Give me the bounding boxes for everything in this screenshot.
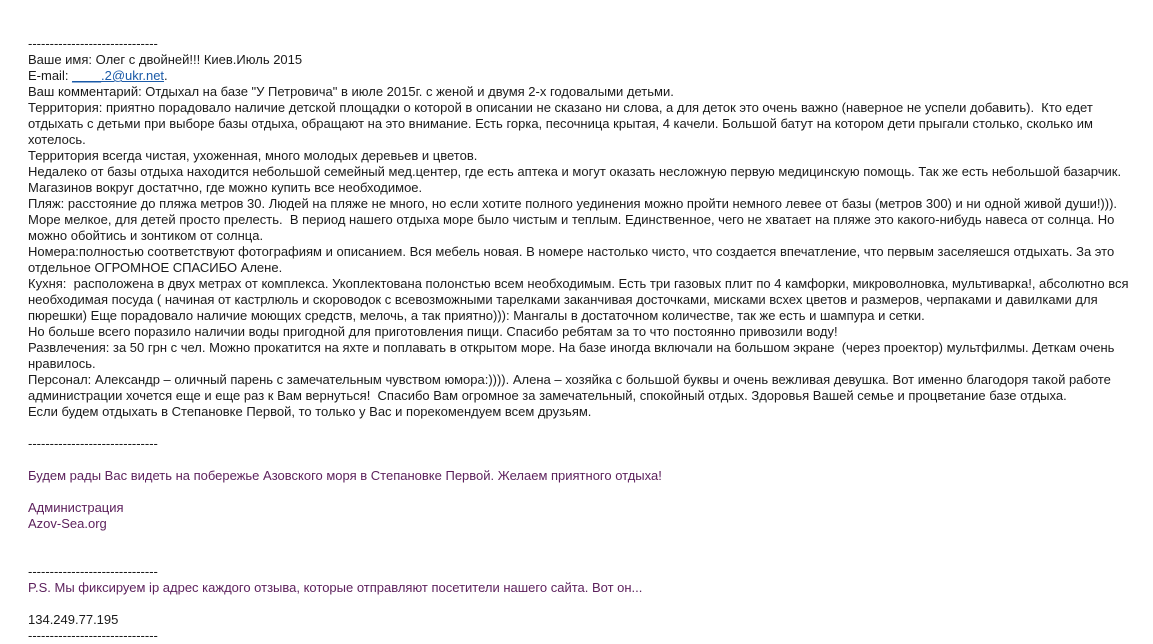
email-link[interactable]: ____.2@ukr.net <box>72 68 165 83</box>
spacer <box>28 452 1136 468</box>
comment-line: Территория всегда чистая, ухоженная, много молодых деревьев и цветов. <box>28 148 478 163</box>
separator: ------------------------------ <box>28 628 158 643</box>
comment-line: Ваш комментарий: Отдыхал на базе "У Петровича" в июле 2015г. с женой и двумя 2-х годовалыми детьми. <box>28 84 674 99</box>
email-after: . <box>164 68 168 83</box>
spacer <box>28 484 1136 500</box>
separator: ------------------------------ <box>28 564 158 579</box>
comment-line: Море мелкое, для детей просто прелесть. В период нашего отдыха море было чистым и теплым. Единственное, чего не хватает на пляже это какого-нибудь навеса от солнца. Но можно обойтись и зонтиком от солнца. <box>28 212 1119 243</box>
separator: ------------------------------ <box>28 36 158 51</box>
ps-note: P.S. Мы фиксируем ip адрес каждого отзыва, которые отправляют посетители нашего сайта. Вот он... <box>28 580 643 595</box>
comment-line: Номера:полностью соответствуют фотографиям и описанием. Вся мебель новая. В номере настолько чисто, что создается впечатление, что первым заселяешся отдыхать. За это отдельное ОГРОМНОЕ СПАСИБО Алене. <box>28 244 1118 275</box>
email-line <box>28 68 1136 84</box>
comment-line: Магазинов вокруг достатчно, где можно купить все необходимое. <box>28 180 423 195</box>
admin-signature: Администрация <box>28 500 124 515</box>
reviewer-name: Ваше имя: Олег с двойней!!! Киев.Июль 2015 <box>28 52 303 67</box>
spacer <box>28 420 1136 436</box>
spacer <box>28 548 1136 564</box>
comment-line: Недалеко от базы отдыха находится небольшой семейный мед.центер, где есть аптека и могут оказать несложную первую медицинскую помощь. Так же есть небольшой базарчик. <box>28 164 1122 179</box>
admin-site: Azov-Sea.org <box>28 516 107 531</box>
comment-line: Развлечения: за 50 грн с чел. Можно прокатится на яхте и поплавать в открытом море. На базе иногда включали на большом экране (через проектор) мультфилмы. Деткам очень нравилось. <box>28 340 1119 371</box>
email-label: E-mail: <box>28 68 73 83</box>
spacer <box>28 532 1136 548</box>
comment-text <box>28 84 1136 420</box>
separator: ------------------------------ <box>28 436 158 451</box>
comment-line: Если будем отдыхать в Степановке Первой, то только у Вас и порекомендуем всем друзьям. <box>28 404 592 419</box>
comment-line: Но больше всего поразило наличии воды пригодной для приготовления пищи. Спасибо ребятам за то что постоянно привозили воду! <box>28 324 838 339</box>
admin-reply: Будем рады Вас видеть на побережье Азовского моря в Степановке Первой. Желаем приятного отдыха! <box>28 468 662 483</box>
comment-line: Территория: приятно порадовало наличие детской площадки о которой в описании не сказано ни слова, а для деток это очень важно (наверное не успели добавить). Кто едет отдыхать с детьми при выборе базы отдыха, обращают на это внимание. Есть горка, песочница крытая, 4 качели. Большой батут на котором дети прыгали столько, сколько им хотелось. <box>28 100 1097 147</box>
comment-line: Персонал: Александр – оличный парень с замечательным чувством юмора:)))). Алена – хозяйка с большой буквы и очень вежливая девушка. Вот именно благодоря такой работе администрации хочется еще и еще раз к Вам вернуться! Спасибо Вам огромное за замечательный, спокойный отдых. Здоровья Вашей семье и процветание базе отдыха. <box>28 372 1115 403</box>
ip-address: 134.249.77.195 <box>28 612 119 627</box>
spacer <box>28 596 1136 612</box>
comment-line: Пляж: расстояние до пляжа метров 30. Людей на пляже не много, но если хотите полного уединения можно пройти немного левее от базы (метров 300) и ни одной живой души!))). <box>28 196 1118 211</box>
comment-line: Кухня: расположена в двух метрах от комплекса. Укоплектована полонстью всем необходимым. Есть три газовых плит по 4 камфорки, микроволновка, мультиварка!, абсолютно вся необходимая посуда ( начиная от кастрлюль и скороводок с всевозможными тарелками заканчивая досточками, мисками всхех цветов и размеров, черпаками и давилками для пюрешки) Еще порадовало наличие моющих средств, мелочь, а так приятно))): Мангалы в достаточном количестве, так же есть и шампура и сетки. <box>28 276 1133 323</box>
review-page <box>28 36 1136 644</box>
